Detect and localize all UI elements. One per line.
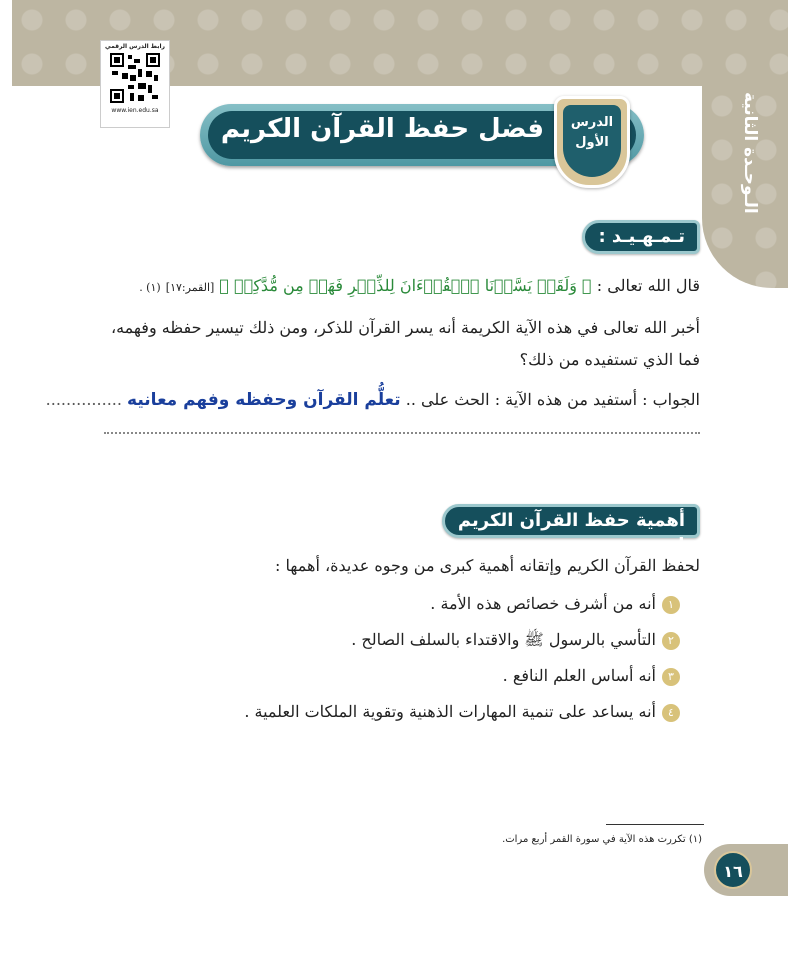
lesson-badge <box>554 96 630 188</box>
importance-item <box>244 702 680 722</box>
bullet-number-badge: ٤ <box>662 704 680 722</box>
bullet-number-badge: ٢ <box>662 632 680 650</box>
lesson-badge-line1: الدرس <box>570 115 614 130</box>
answer-line <box>46 390 700 410</box>
qr-title: رابط الدرس الرقمي <box>105 43 165 50</box>
lesson-title: فضل حفظ القرآن الكريم <box>220 114 544 144</box>
importance-lead: لحفظ القرآن الكريم وإتقانه أهمية كبرى من وجوه عديدة، أهمها : <box>275 556 700 575</box>
intro-paragraph-line2: فما الذي تستفيده من ذلك؟ <box>519 350 700 369</box>
intro-heading: تـمـهـيـد : <box>582 220 700 254</box>
lesson-badge-line2: الأول <box>575 135 609 150</box>
verse-lead: قال الله تعالى : <box>596 276 700 295</box>
unit-label: الـوحـدة الثانية <box>740 92 760 214</box>
answer-lead: الجواب : أستفيد من هذه الآية : الحث على .. <box>405 390 700 409</box>
answer-dots: ............... <box>45 390 122 409</box>
qr-code-card[interactable] <box>100 40 170 128</box>
importance-item <box>351 630 680 653</box>
answer-blank-line <box>104 432 700 434</box>
importance-item-text: أنه أساس العلم النافع . <box>502 666 656 685</box>
intro-paragraph-line1: أخبر الله تعالى في هذه الآية الكريمة أنه يسر القرآن للذكر، ومن ذلك تيسير حفظه وفهمه، <box>110 318 700 337</box>
page-number-tab <box>704 844 788 896</box>
footnote-divider <box>606 824 704 825</box>
page-number: ١٦ <box>714 851 752 889</box>
importance-item-text: التأسي بالرسول ﷺ والاقتداء بالسلف الصالح . <box>351 630 656 649</box>
importance-item-text: أنه من أشرف خصائص هذه الأمة . <box>430 594 656 613</box>
qr-url: www.ien.edu.sa <box>111 107 159 114</box>
qr-code-icon <box>110 53 160 103</box>
lesson-badge-inner <box>563 105 621 177</box>
importance-heading: أهمية حفظ القرآن الكريم : <box>442 504 700 538</box>
verse-footnote-marker: (١) . <box>139 281 161 294</box>
verse-reference: [القمر:١٧] <box>165 281 215 294</box>
answer-text: تعلُّم القرآن وحفظه وفهم معانيه <box>127 390 401 410</box>
importance-item-text: أنه يساعد على تنمية المهارات الذهنية وتقوية الملكات العلمية . <box>244 702 656 721</box>
importance-item <box>503 666 680 686</box>
bullet-number-badge: ١ <box>662 596 680 614</box>
footnote: (١) تكررت هذه الآية في سورة القمر أربع مرات. <box>502 834 702 845</box>
verse-line <box>139 276 700 295</box>
bullet-number-badge: ٣ <box>662 668 680 686</box>
importance-item <box>430 594 680 614</box>
quran-verse: ﴿ وَلَقَدۡ يَسَّرۡنَا ٱلۡقُرۡءَانَ لِلذِّكۡرِ فَهَلۡ مِن مُّدَّكِرٖ ﴾ <box>219 276 592 295</box>
